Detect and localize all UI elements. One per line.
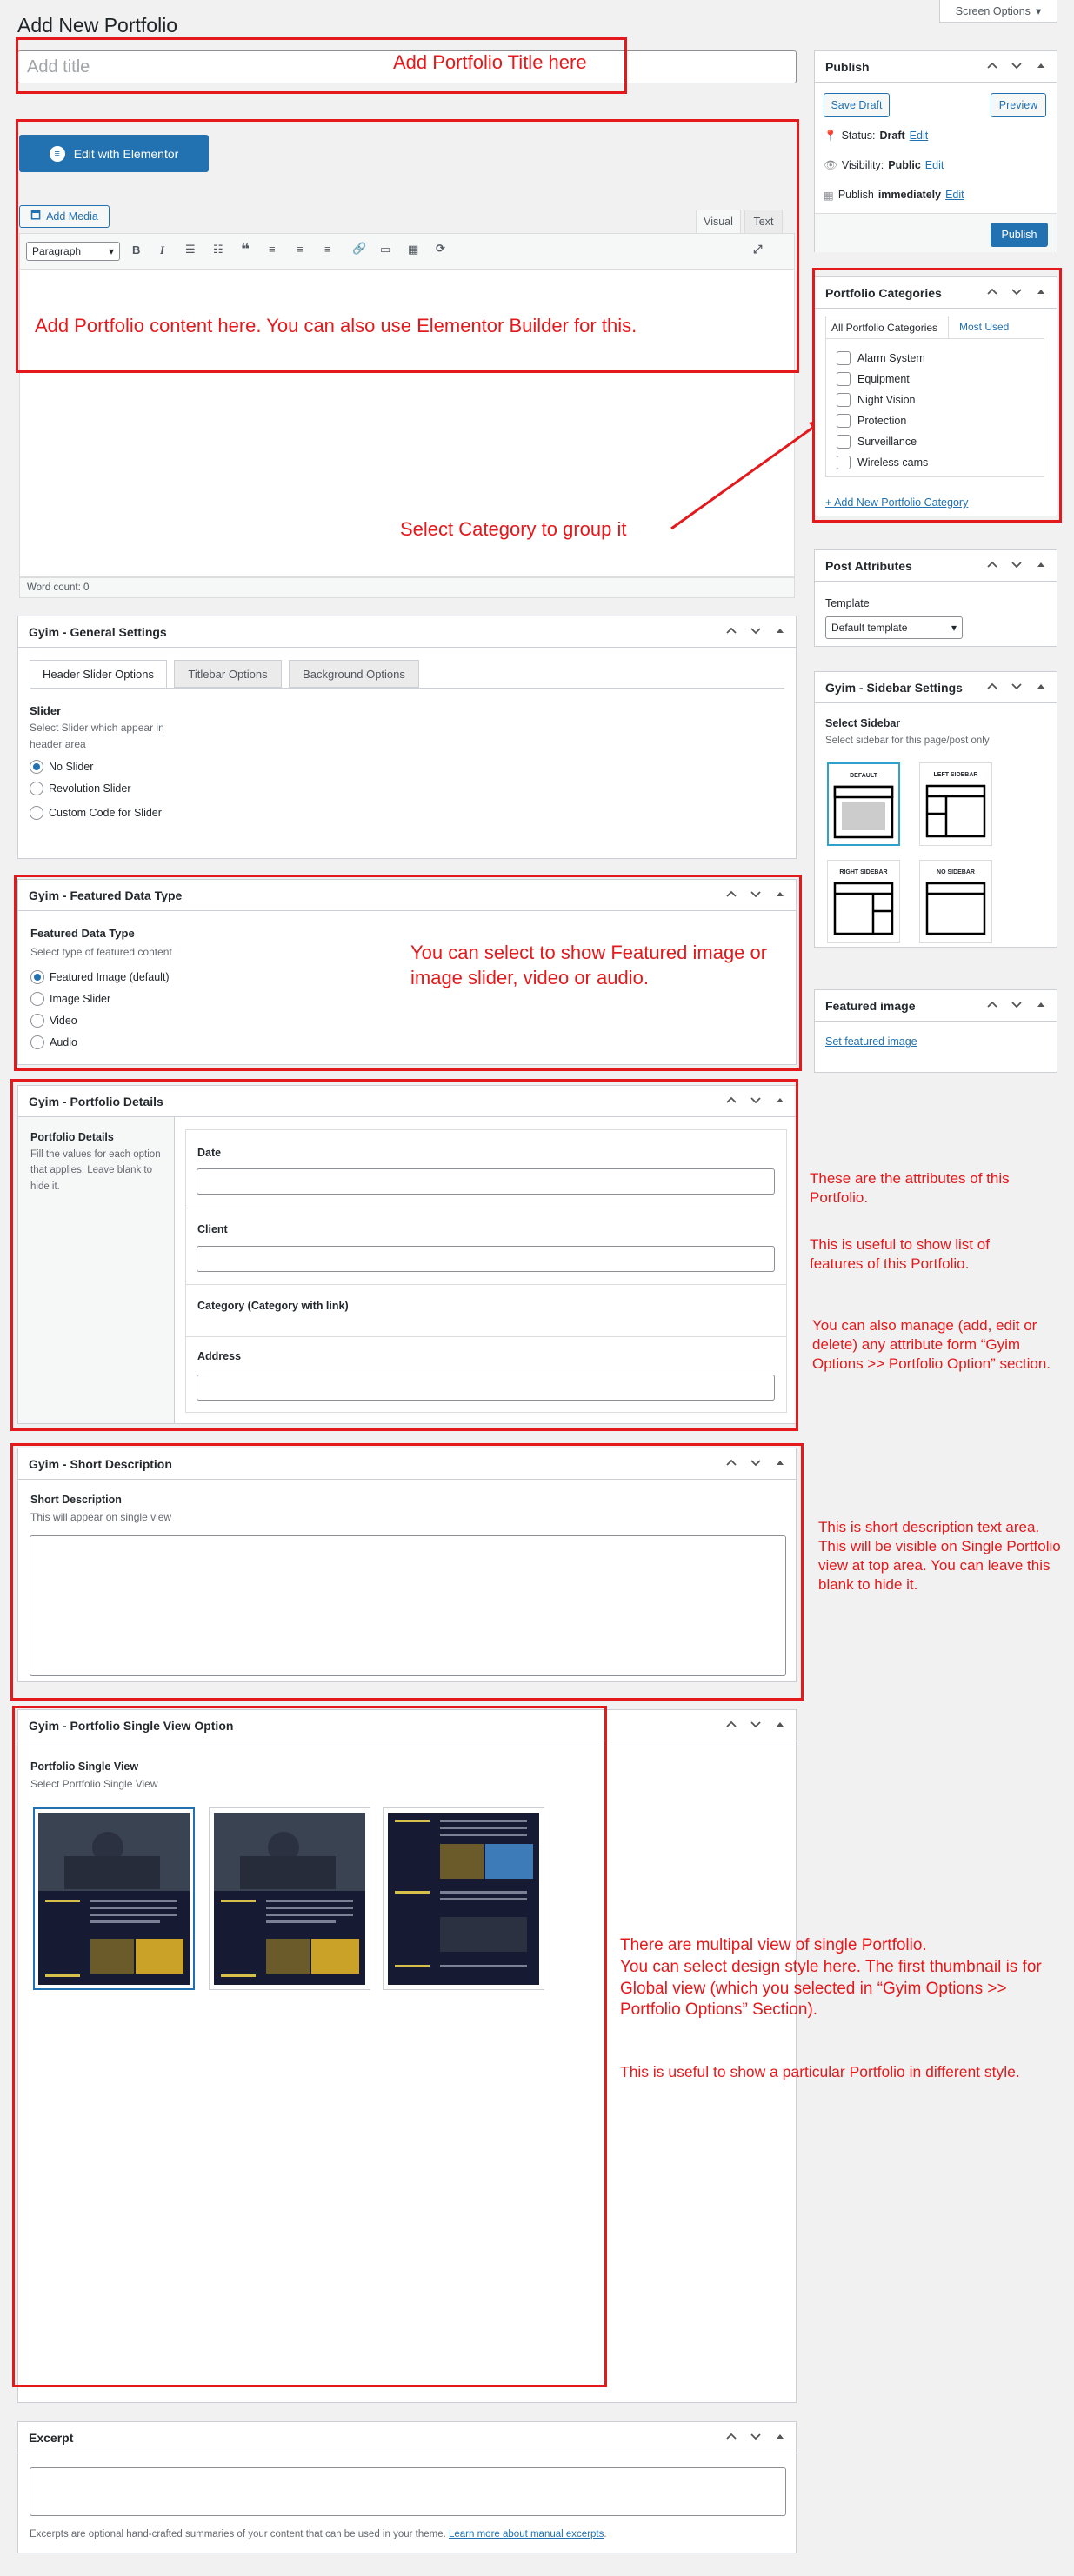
annotation-single-2: You can select design style here. The first thumbnail is for Global view (which you selected in “Gyim Options >> Portfolio Options” Section). [620, 1958, 1042, 2020]
sidebar-option-right[interactable]: RIGHT SIDEBAR [827, 860, 900, 943]
category-equipment[interactable]: Equipment [837, 369, 1033, 389]
media-icon: 🗖 [30, 209, 42, 222]
radio-featured-image[interactable]: Featured Image (default) [30, 970, 170, 984]
excerpt-textarea[interactable] [30, 2467, 786, 2516]
annotation-featured: You can select to show Featured image or image slider, video or audio. [410, 942, 768, 988]
link-icon[interactable]: 🔗 [352, 242, 367, 255]
annotation-title: Add Portfolio Title here [393, 51, 587, 73]
caret-down-icon: ▾ [1035, 5, 1042, 17]
tab-most-used[interactable]: Most Used [959, 321, 1010, 333]
annotation-single-1: There are multipal view of single Portfolio. [620, 1936, 927, 1954]
slider-label: Slider [30, 704, 62, 717]
select-sidebar-desc: Select sidebar for this page/post only [825, 736, 990, 746]
annotation-category: Select Category to group it [400, 518, 627, 540]
select-sidebar-label: Select Sidebar [825, 717, 901, 729]
visibility-edit-link[interactable]: Edit [924, 159, 944, 171]
visibility-row: 👁 Visibility: Public Edit [824, 159, 944, 171]
featured-image-header[interactable]: Featured image [815, 990, 1057, 1022]
publish-button[interactable]: Publish [991, 223, 1048, 247]
short-description-header[interactable]: Gyim - Short Description [18, 1448, 796, 1480]
align-right-icon[interactable]: ≡ [324, 243, 331, 256]
page-title: Add New Portfolio [17, 14, 178, 37]
chevron-down-icon[interactable] [1010, 58, 1024, 72]
format-select[interactable]: Paragraph ▾ [26, 242, 120, 261]
field-category-label: Category (Category with link) [197, 1300, 349, 1312]
blockquote-icon[interactable]: ❝ [241, 241, 250, 257]
word-count-bar [19, 577, 795, 598]
align-center-icon[interactable]: ≡ [297, 243, 304, 256]
toggle-panel-icon[interactable] [773, 2429, 787, 2443]
add-media-button[interactable]: 🗖 Add Media [19, 205, 110, 228]
annotation-details-3: You can also manage (add, edit or delete) any attribute form “Gyim Options >> Portfolio Option” section. [812, 1317, 1051, 1373]
annotation-single-3: This is useful to show a particular Portfolio in different style. [620, 2063, 1020, 2080]
title-placeholder: Add title [27, 57, 90, 77]
field-client-label: Client [197, 1223, 228, 1235]
annotation-short: This is short description text area. This will be visible on Single Portfolio view at top area. You can leave this blank to hide it. [818, 1519, 1061, 1594]
align-left-icon[interactable]: ≡ [269, 243, 276, 256]
category-protection[interactable]: Protection [837, 410, 1033, 431]
featured-data-header[interactable]: Gyim - Featured Data Type [18, 880, 796, 911]
chevron-down-icon[interactable] [749, 2429, 763, 2443]
toggle-panel-icon[interactable] [1034, 557, 1048, 571]
bullet-list-icon[interactable]: ☰ [185, 243, 196, 256]
toggle-panel-icon[interactable] [1034, 997, 1048, 1011]
eye-icon: 👁 [824, 159, 837, 171]
template-label: Template [825, 597, 870, 609]
bold-icon[interactable]: B [132, 243, 141, 256]
annotation-details-2: This is useful to show list of features of this Portfolio. [810, 1236, 990, 1273]
categories-header[interactable]: Portfolio Categories [815, 277, 1057, 309]
chevron-up-icon[interactable] [724, 623, 738, 637]
chevron-up-icon[interactable] [985, 557, 999, 571]
radio-image-slider[interactable]: Image Slider [30, 992, 170, 1006]
publish-panel [814, 50, 1057, 252]
featured-data-desc: Select type of featured content [30, 946, 172, 958]
schedule-row: ▦ Publish immediately Edit [824, 189, 964, 202]
post-attributes-header[interactable]: Post Attributes [815, 550, 1057, 582]
annotation-arrow [661, 409, 835, 539]
radio-revolution-slider[interactable]: Revolution Slider [30, 782, 169, 795]
post-attributes-panel [814, 549, 1057, 647]
tab-titlebar[interactable]: Titlebar Options [174, 660, 282, 688]
excerpt-desc: Excerpts are optional hand-crafted summaries of your content that can be used in your theme. Learn more about manual excerpts. [30, 2529, 607, 2539]
refresh-icon[interactable]: ⟳ [436, 242, 445, 255]
chevron-down-icon: ▾ [951, 622, 957, 634]
general-settings-header[interactable]: Gyim - General Settings [18, 616, 796, 648]
excerpt-header[interactable]: Excerpt [18, 2422, 796, 2453]
field-date-label: Date [197, 1147, 222, 1159]
toggle-panel-icon[interactable] [1034, 679, 1048, 693]
tabs-underline [30, 688, 784, 689]
chevron-down-icon[interactable] [1010, 997, 1024, 1011]
annotation-details-1: These are the attributes of this Portfolio. [810, 1170, 1010, 1207]
excerpt-panel [17, 2421, 797, 2553]
layout-no-sidebar-icon [925, 882, 986, 935]
annotation-box-categories [812, 268, 1062, 523]
tab-all-categories[interactable]: All Portfolio Categories [825, 316, 949, 338]
chevron-up-icon[interactable] [985, 997, 999, 1011]
save-draft-button[interactable]: Save Draft [824, 93, 890, 117]
toggle-panel-icon[interactable] [773, 1717, 787, 1731]
calendar-icon: ▦ [824, 190, 834, 202]
featured-image-panel [814, 989, 1057, 1073]
slider-options [30, 755, 169, 823]
add-new-category-link[interactable]: + Add New Portfolio Category [825, 496, 969, 509]
tab-text[interactable]: Text [744, 210, 783, 233]
chevron-up-icon[interactable] [724, 2429, 738, 2443]
radio-no-slider[interactable]: No Slider [30, 760, 169, 774]
chevron-up-icon[interactable] [724, 1717, 738, 1731]
numbered-list-icon[interactable]: ☷ [213, 243, 223, 256]
sidebar-option-none[interactable]: NO SIDEBAR [919, 860, 992, 943]
category-alarm-system[interactable]: Alarm System [837, 348, 1033, 369]
chevron-up-icon[interactable] [985, 679, 999, 693]
status-edit-link[interactable]: Edit [909, 130, 929, 142]
radio-audio[interactable]: Audio [30, 1035, 170, 1049]
chevron-down-icon[interactable] [749, 1717, 763, 1731]
sidebar-settings-panel [814, 671, 1057, 948]
chevron-down-icon[interactable] [749, 623, 763, 637]
elementor-icon: ≡ [50, 146, 65, 162]
chevron-down-icon[interactable] [1010, 679, 1024, 693]
chevron-up-icon[interactable] [985, 58, 999, 72]
toggle-panel-icon[interactable] [773, 623, 787, 637]
word-count: Word count: 0 [27, 582, 90, 593]
chevron-down-icon[interactable] [1010, 557, 1024, 571]
chevron-down-icon: ▾ [108, 245, 114, 257]
sidebar-option-left[interactable]: LEFT SIDEBAR [919, 762, 992, 846]
radio-custom-code[interactable]: Custom Code for Slider [30, 803, 169, 823]
sidebar-settings-header[interactable]: Gyim - Sidebar Settings [815, 672, 1057, 703]
toggle-panel-icon[interactable] [1034, 58, 1048, 72]
single-view-desc: Select Portfolio Single View [30, 1778, 158, 1790]
category-surveillance[interactable]: Surveillance [837, 431, 1033, 452]
template-select[interactable]: Default template ▾ [825, 616, 963, 639]
layout-default-icon [833, 785, 894, 839]
screen-options-button[interactable]: Screen Options ▾ [939, 0, 1057, 23]
publish-header[interactable]: Publish [815, 51, 1057, 83]
slider-desc: Select Slider which appear in header area [30, 722, 164, 751]
elementor-button[interactable]: ≡ Edit with Elementor [19, 135, 209, 172]
schedule-edit-link[interactable]: Edit [945, 189, 964, 201]
annotation-content: Add Portfolio content here. You can also use Elementor Builder for this. [35, 315, 637, 336]
category-wireless-cams[interactable]: Wireless cams [837, 452, 1033, 473]
tab-visual[interactable]: Visual [696, 210, 741, 233]
portfolio-details-header[interactable]: Gyim - Portfolio Details [18, 1086, 796, 1117]
read-more-icon[interactable]: ▭ [380, 243, 391, 256]
sidebar-option-default[interactable]: DEFAULT [827, 762, 900, 846]
single-view-label: Portfolio Single View [30, 1761, 139, 1773]
fullscreen-icon[interactable]: ⤢ [753, 243, 763, 256]
annotation-box-single [12, 1706, 607, 2387]
set-featured-image-link[interactable]: Set featured image [825, 1035, 917, 1048]
layout-left-sidebar-icon [925, 784, 986, 838]
details-desc: Fill the values for each option that applies. Leave blank to hide it. [30, 1149, 161, 1192]
italic-icon[interactable]: I [160, 243, 165, 256]
pin-icon: 📍 [824, 130, 837, 142]
short-desc-label: Short Description [30, 1494, 122, 1506]
preview-button[interactable]: Preview [991, 93, 1046, 117]
short-desc-desc: This will appear on single view [30, 1511, 172, 1523]
toolbar-toggle-icon[interactable]: ▦ [408, 243, 419, 256]
field-address-label: Address [197, 1350, 242, 1362]
details-label: Portfolio Details [30, 1131, 114, 1143]
annotation-box-details [10, 1079, 798, 1431]
tab-background[interactable]: Background Options [289, 660, 419, 688]
status-row: 📍 Status: Draft Edit [824, 130, 929, 142]
radio-video[interactable]: Video [30, 1014, 170, 1028]
annotation-box-short [10, 1443, 804, 1701]
single-view-header[interactable]: Gyim - Portfolio Single View Option [18, 1710, 796, 1741]
category-night-vision[interactable]: Night Vision [837, 389, 1033, 410]
excerpt-learn-more-link[interactable]: Learn more about manual excerpts [449, 2529, 604, 2539]
tab-header-slider[interactable]: Header Slider Options [30, 660, 167, 688]
featured-data-label: Featured Data Type [30, 927, 135, 940]
layout-right-sidebar-icon [833, 882, 894, 935]
